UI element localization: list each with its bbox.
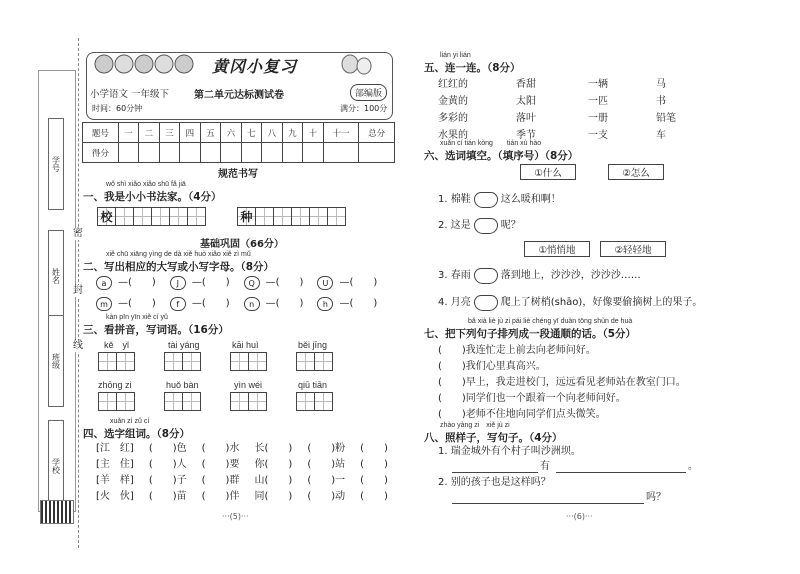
q4-pinyin: xuǎn zì zǔ cí [110, 418, 150, 425]
score-cell: 六 [221, 123, 242, 143]
q5-col3 [588, 76, 638, 144]
q4-blank[interactable]: ( )水 [201, 443, 240, 454]
banner-title: 黄冈小复习 [212, 57, 298, 76]
letter-circle: J [170, 276, 186, 290]
q1-char-a: 校 [100, 210, 113, 224]
q3-grid-8[interactable] [296, 392, 333, 411]
letter-blank[interactable]: —( ) [118, 277, 156, 288]
score-blank[interactable] [221, 143, 242, 163]
page-number-left: ···(5)··· [222, 512, 249, 521]
q5-col1 [438, 76, 498, 144]
q4-blank[interactable]: 长( ) [254, 443, 293, 454]
q8-line-1b[interactable] [556, 460, 686, 473]
q8-line-1a[interactable] [452, 460, 538, 473]
score-blank[interactable] [282, 143, 303, 163]
q1-grid-b[interactable] [237, 207, 346, 226]
seal-mark-2: 封 [73, 285, 83, 296]
time-label: 时间：60分钟 [92, 104, 143, 113]
score-cell: 十一 [323, 123, 359, 143]
q1-char-b: 种 [240, 210, 253, 224]
q5-col4 [656, 76, 706, 144]
q7-pinyin: bǎ xià liè jù zi pái liè chéng yī duàn tōng shùn de huà [468, 318, 633, 325]
q5-title: 五、连一连。（8分） [424, 62, 521, 74]
page-number: 6 [576, 512, 582, 521]
score-cell: 题号 [83, 123, 119, 143]
letter-blank[interactable]: —( ) [339, 298, 378, 309]
q4-title: 四、选字组词。（8分） [83, 428, 191, 440]
q4-blank[interactable]: 你( ) [254, 459, 293, 470]
letter-circle: a [96, 276, 112, 290]
q6-option-2: ②怎么 [608, 164, 664, 180]
q1-title: 一、我是小小书法家。（4分） [83, 191, 222, 203]
q8-line-2-end: 吗？ [646, 492, 666, 503]
q3-pinyin-3: kāi huì [232, 340, 259, 350]
q6-title: 六、选词填空。（填序号）（8分） [424, 150, 579, 162]
heart-blank[interactable] [474, 295, 498, 311]
score-cell: 三 [159, 123, 180, 143]
letter-blank[interactable]: —( ) [265, 298, 304, 309]
heart-blank[interactable] [474, 268, 498, 284]
letter-blank[interactable]: —( ) [191, 298, 230, 309]
score-cell: 四 [180, 123, 201, 143]
q5-item[interactable]: 一辆 [588, 79, 608, 90]
letter-blank[interactable]: —( ) [118, 298, 156, 309]
q7-item[interactable]: ( )我连忙走上前去向老师问好。 [438, 345, 596, 356]
q4-pair: [火 伙] [96, 491, 134, 502]
q4-blank[interactable]: ( )一 [307, 475, 346, 486]
score-blank[interactable] [139, 143, 160, 163]
letter-circle: n [244, 297, 260, 311]
score-table-header-row [83, 123, 395, 143]
q6-sentence-4 [438, 295, 702, 311]
side-label-id: 学号 [48, 118, 64, 210]
q4-blank[interactable]: ( )站 [307, 459, 346, 470]
score-blank[interactable] [241, 143, 262, 163]
q5-item[interactable]: 香甜 [516, 79, 536, 90]
q3-pinyin-2: tài yáng [168, 340, 200, 350]
q5-item[interactable]: 水果的 [438, 130, 468, 141]
side-label-class: 班级 [48, 315, 64, 407]
score-cell: 一 [118, 123, 139, 143]
q7-item[interactable]: ( )早上，我走进校门，远远看见老师站在教室门口。 [438, 377, 686, 388]
page-number-right: ···(6)··· [566, 512, 593, 521]
score-cell: 九 [282, 123, 303, 143]
letter-blank[interactable]: —( ) [265, 277, 304, 288]
q2-row-bottom [96, 297, 377, 311]
score-cell: 总分 [359, 123, 395, 143]
seal-mark-3: 线 [73, 340, 83, 351]
score-blank[interactable] [359, 143, 395, 163]
q5-item[interactable]: 一支 [588, 130, 608, 141]
q5-item[interactable]: 书 [656, 96, 666, 107]
q6-s1-lead: 1. 棉鞋 [438, 194, 471, 205]
score-table-score-row [83, 143, 395, 163]
q4-blank[interactable]: ( )粉 [307, 443, 346, 454]
q5-item[interactable]: 车 [656, 130, 666, 141]
q3-pinyin-4: běi jīng [298, 340, 328, 350]
q7-title: 七、把下列句子排列成一段通顺的话。（5分） [424, 328, 637, 340]
heart-blank[interactable] [474, 218, 498, 234]
q6-s2-lead: 2. 这是 [438, 220, 471, 231]
q6-option-4: ②轻轻地 [600, 241, 666, 257]
q8-example-1: 1. 瑞金城外有个村子叫沙洲坝。 [438, 446, 581, 457]
q6-pinyin: xuǎn cí tián kòng tián xù hào [440, 140, 542, 147]
q5-pinyin: lián yi lián [440, 52, 471, 59]
q2-title: 二、写出相应的大写或小写字母。（8分） [83, 261, 275, 273]
letter-circle: f [170, 297, 186, 311]
balloons-illustration [330, 54, 380, 78]
score-blank[interactable] [323, 143, 359, 163]
full-score-label: 满分：100分 [340, 104, 388, 113]
qr-code [40, 500, 74, 524]
q6-s4-tail: 爬上了树梢(shāo)，好像要偷摘树上的果子。 [500, 297, 703, 308]
q3-pinyin-6: huǒ bàn [166, 380, 199, 390]
q3-grid-6[interactable] [164, 392, 201, 411]
q3-pinyin-8: qiū tiān [298, 380, 328, 390]
q4-row [96, 491, 388, 507]
q7-item[interactable]: ( )老师不住地向同学们点头微笑。 [438, 409, 606, 420]
q4-blank[interactable]: ( )动 [307, 491, 346, 502]
q6-s3-tail: 落到地上，沙沙沙，沙沙沙…… [500, 270, 641, 281]
score-blank[interactable] [159, 143, 180, 163]
q6-option-1: ①什么 [520, 164, 576, 180]
q6-s1-tail: 这么暖和啊！ [500, 194, 561, 205]
q3-title: 三、看拼音，写词语。（16分） [83, 324, 229, 336]
q5-item[interactable]: 铅笔 [656, 113, 676, 124]
q4-blank[interactable]: ( )群 [201, 475, 240, 486]
seal-mark-1: 密 [73, 228, 83, 239]
q8-title: 八、照样子，写句子。（4分） [424, 432, 563, 444]
letter-blank[interactable]: —( ) [339, 277, 378, 288]
q3-grid-3[interactable] [230, 352, 267, 371]
letter-circle: Q [244, 276, 260, 290]
score-blank[interactable] [303, 143, 324, 163]
q3-grid-2[interactable] [164, 352, 201, 371]
q7-item[interactable]: ( )同学们也一个跟着一个向老师问好。 [438, 393, 626, 404]
q8-line-2[interactable] [452, 491, 644, 504]
score-cell: 七 [241, 123, 262, 143]
q4-blank[interactable]: ( )子 [148, 475, 187, 486]
part2-title: 基础巩固（66分） [200, 239, 284, 250]
q7-item[interactable]: ( )我们心里真高兴。 [438, 361, 546, 372]
q4-pair: [羊 样] [96, 475, 134, 486]
q4-blank[interactable]: ( )要 [201, 459, 240, 470]
q4-blank[interactable]: ( )苗 [148, 491, 187, 502]
q4-pair: [江 红] [96, 443, 134, 454]
q3-grid-4[interactable] [296, 352, 333, 371]
side-label-school: 学校 [48, 420, 64, 512]
q4-blank[interactable]: 同( ) [254, 491, 293, 502]
q4-table [96, 443, 388, 507]
q6-s4-lead: 4. 月亮 [438, 297, 471, 308]
q3-pinyin-1: kě yǐ [104, 340, 130, 350]
part1-title: 规范书写 [218, 169, 258, 180]
q3-pinyin: kàn pīn yīn xiě cí yǔ [106, 314, 168, 321]
q1-grid-a[interactable] [97, 207, 206, 226]
q4-blank[interactable]: ( ) [360, 475, 388, 486]
q4-blank[interactable]: ( )人 [148, 459, 187, 470]
q6-sentence-3 [438, 268, 641, 284]
edition-badge: 部编版 [350, 84, 387, 101]
letter-circle: U [317, 276, 333, 290]
q6-sentence-1 [438, 192, 561, 208]
letter-circle: h [317, 297, 333, 311]
q8-example-2: 2. 别的孩子也是这样吗？ [438, 477, 551, 488]
score-blank[interactable] [180, 143, 201, 163]
q5-item[interactable]: 一册 [588, 113, 608, 124]
q5-item[interactable]: 金黄的 [438, 96, 468, 107]
subject-label: 小学语文 一年级下 [90, 89, 170, 100]
q7-list [438, 343, 686, 423]
letter-blank[interactable]: —( ) [191, 277, 230, 288]
q4-blank[interactable]: ( ) [360, 459, 388, 470]
q4-row [96, 443, 388, 459]
score-cell: 八 [262, 123, 283, 143]
q3-pinyin-5: zhōng zi [98, 380, 132, 390]
q4-pair: [主 住] [96, 459, 134, 470]
q4-blank[interactable]: ( )色 [148, 443, 187, 454]
q3-grid-1[interactable] [98, 352, 135, 371]
q3-pinyin-7: yìn wéi [234, 380, 263, 390]
q5-item[interactable]: 红红的 [438, 79, 468, 90]
kids-illustration [92, 52, 202, 76]
score-cell: 二 [139, 123, 160, 143]
q4-blank[interactable]: 山( ) [254, 475, 293, 486]
score-table [82, 122, 395, 163]
q4-blank[interactable]: ( ) [360, 491, 388, 502]
q2-pinyin: xiě chū xiāng yìng de dà xiě huò xiǎo xiě zì mǔ [106, 251, 251, 258]
q5-item[interactable]: 一匹 [588, 96, 608, 107]
q6-s2-tail: 呢？ [500, 220, 521, 231]
q5-item[interactable]: 马 [656, 79, 666, 90]
q6-s3-lead: 3. 春雨 [438, 270, 471, 281]
q8-line-1-word: 有 [540, 461, 550, 472]
score-cell: 五 [200, 123, 221, 143]
q5-item[interactable]: 多彩的 [438, 113, 468, 124]
q2-row-top [96, 276, 377, 290]
q4-blank[interactable]: ( )伴 [201, 491, 240, 502]
q1-pinyin: wǒ shì xiǎo xiǎo shū fǎ jiā [106, 181, 186, 188]
q5-col2 [516, 76, 566, 144]
q6-option-3: ①悄悄地 [524, 241, 590, 257]
q8-pinyin: zhào yàng zi xiě jù zi [440, 422, 510, 429]
q5-item[interactable]: 季节 [516, 130, 536, 141]
letter-circle: m [96, 297, 112, 311]
q6-sentence-2 [438, 218, 521, 234]
score-blank[interactable] [262, 143, 283, 163]
q4-blank[interactable]: ( ) [360, 443, 388, 454]
q3-grid-5[interactable] [98, 392, 135, 411]
score-blank[interactable] [200, 143, 221, 163]
score-row-label: 得分 [83, 143, 119, 163]
q5-item[interactable]: 落叶 [516, 113, 536, 124]
q5-item[interactable]: 太阳 [516, 96, 536, 107]
q3-grid-7[interactable] [230, 392, 267, 411]
page-number: 5 [232, 512, 238, 521]
score-blank[interactable] [118, 143, 139, 163]
side-label-name: 姓名 [48, 230, 64, 322]
heart-blank[interactable] [474, 192, 498, 208]
q8-line-1-end: 。 [688, 461, 698, 472]
exam-title: 第二单元达标测试卷 [194, 90, 284, 101]
score-cell: 十 [303, 123, 324, 143]
q4-row [96, 459, 388, 475]
q4-row [96, 475, 388, 491]
